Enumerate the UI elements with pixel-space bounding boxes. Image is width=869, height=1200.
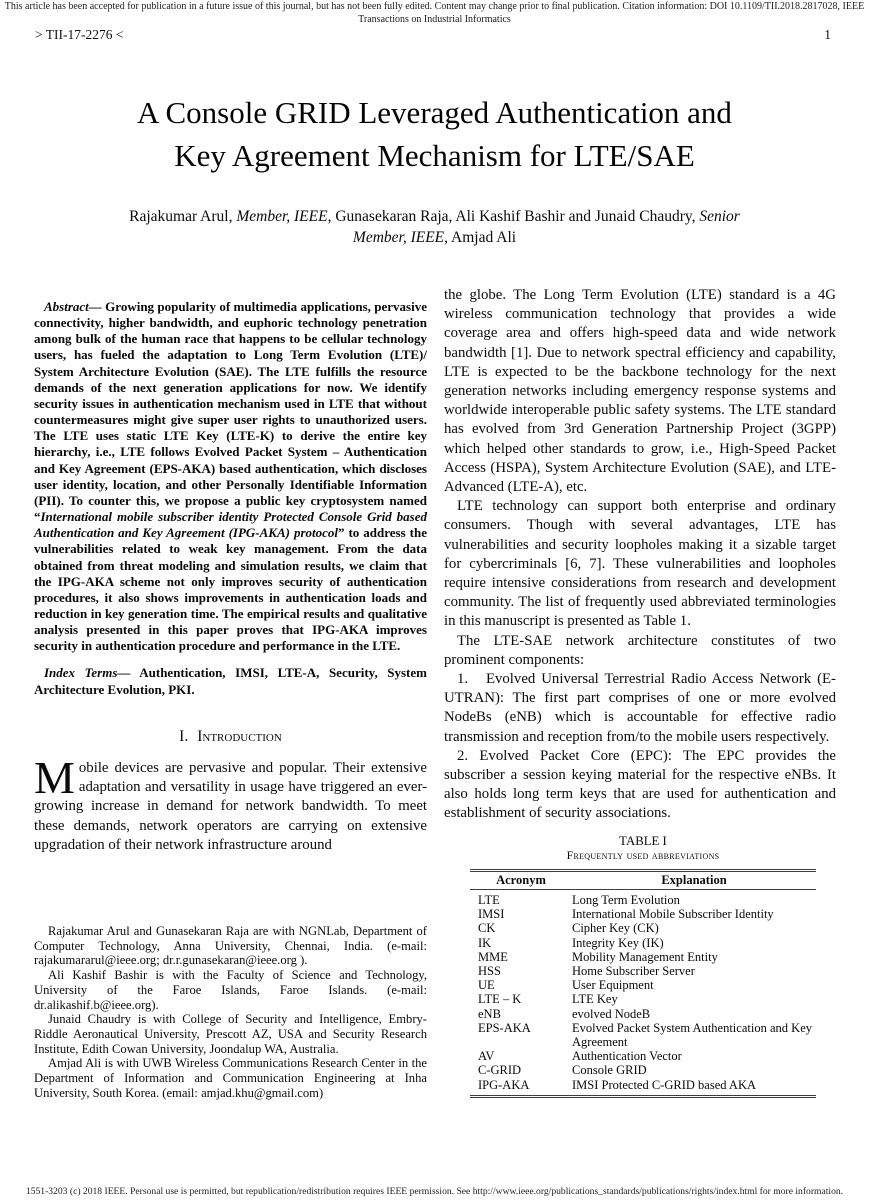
explanation-cell: User Equipment	[572, 978, 654, 993]
lte-technology-paragraph: LTE technology can support both enterprise and ordinary consumers. Though with several advantages, LTE has vulnerabilities and security loopholes making it a sizable target for cybercriminals [6, 7]. These vulnerabilities and loopholes require intensive considerations from research and development community. The list of frequently used abbreviated terminologies in this manuscript is presented as Table 1.	[444, 498, 836, 630]
footnote-bashir: Ali Kashif Bashir is with the Faculty of Science and Technology, University of the Faroe Islands, Faroe Islands. (e-mail: dr.alikashif.b@ieee.org).	[34, 968, 427, 1012]
author-role: Member, IEEE	[236, 208, 328, 225]
column-header-acronym: Acronym	[470, 870, 572, 889]
explanation-cell: Cipher Key (CK)	[572, 921, 659, 936]
explanation-cell: evolved NodeB	[572, 1006, 651, 1021]
notice-line-1: This article has been accepted for publication in a future issue of this journal, but has not been fully edited. Content may change prior to final publication. Citation information: DOI 10.1109/TII.2018.2817028, IEEE	[4, 1, 865, 12]
abstract	[34, 299, 427, 654]
author-line-2	[0, 227, 869, 248]
table-row	[470, 889, 816, 907]
abstract-text-2: ” to address the vulnerabilities related to weak key management. From the data obtained from threat modeling and simulation results, we claim that the IPG-AKA scheme not only improves security of authentication procedures, it also shows improvements in authentication loads and reduction in key generation time. The empirical results and qualitative analysis presented in this paper proves that IPG-AKA improves security in authentication procedure and performance in the LTE.	[34, 525, 427, 654]
table-1	[470, 834, 816, 1098]
author-names: , Gunasekaran Raja, Ali Kashif Bashir and Junaid Chaudry,	[327, 208, 700, 225]
paper-title-line-1: A Console GRID Leveraged Authentication and	[137, 95, 732, 130]
explanation-cell: IMSI Protected C-GRID based AKA	[572, 1077, 757, 1092]
list-item-eutran: 1. Evolved Universal Terrestrial Radio Access Network (E-UTRAN): The first part comprises of one or more evolved NodeBs (eNB) which is accountable for effective radio transmission and reception from/to the mobile users respectively.	[444, 671, 836, 745]
table-row	[470, 950, 816, 964]
table-1-subtitle: Frequently used abbreviations	[566, 847, 720, 862]
acronym-cell: UE	[478, 978, 495, 993]
acronym-cell: IPG-AKA	[478, 1077, 530, 1092]
table-row	[470, 1021, 816, 1049]
section-number: I.	[179, 728, 189, 746]
column-header-explanation: Explanation	[572, 870, 816, 889]
explanation-cell: Long Term Evolution	[572, 892, 680, 907]
author-line-1	[0, 206, 869, 227]
notice-line-2: Transactions on Industrial Informatics	[358, 13, 511, 25]
intro-continuation-paragraph: the globe. The Long Term Evolution (LTE) standard is a 4G wireless communication technology that provides a wide coverage area and offers high-speed data and wide network bandwidth [1]. Due to network spectral efficiency and capability, LTE is expected to be the backbone technology for the next generation networks including emergency response systems and worldwide interoperable public safety systems. The LTE standard has evolved from 3rd Generation Partnership Project (3GPP) which helped other standards to grow, i.e., High-Speed Packet Access (HSPA), System Architecture Evolution (SAE), and LTE-Advanced (LTE-A), etc.	[444, 287, 836, 496]
acronym-cell: LTE – K	[478, 992, 522, 1007]
acronym-cell: LTE	[478, 892, 500, 907]
footnote-chaudry: Junaid Chaudry is with College of Security and Intelligence, Embry-Riddle Aeronautical University, Prescott AZ, USA and Security Research Institute, Edith Cowan University, Joondalup WA, Australia.	[34, 1012, 427, 1056]
paper-title	[0, 91, 869, 177]
left-column	[34, 299, 427, 855]
acronym-cell: EPS-AKA	[478, 1020, 531, 1035]
footnote-arul-raja: Rajakumar Arul and Gunasekaran Raja are with NGNLab, Department of Computer Technology, Anna University, Chennai, India. (e-mail: rajakumararul@ieee.org; dr.r.gunasekaran@ieee.org ).	[34, 924, 427, 968]
acronym-cell: HSS	[478, 963, 501, 978]
copyright-footer: 1551-3203 (c) 2018 IEEE. Personal use is permitted, but republication/redistribution requires IEEE permission. See http://www.ieee.org/publications_standards/publications/rights/index.html for more information.	[25, 1186, 844, 1197]
intro-text: obile devices are pervasive and popular. Their extensive adaptation and versatility in usage have triggered an ever-growing increase in demand for network bandwidth. To meet these demands, network operators are carrying on extensive upgradation of their network infrastructure around	[34, 760, 427, 853]
table-row	[470, 907, 816, 921]
explanation-cell: Mobility Management Entity	[572, 949, 718, 964]
author-role: Senior	[699, 208, 740, 225]
acronym-cell: CK	[478, 921, 496, 936]
table-header-row	[470, 870, 816, 889]
table-1-caption: TABLE I	[619, 833, 667, 848]
footnote-ali: Amjad Ali is with UWB Wireless Communications Research Center in the Department of Information and Communication Engineering at Inha University, South Korea. (email: amjad.khu@gmail.com)	[34, 1056, 427, 1100]
acronym-cell: IMSI	[478, 907, 505, 922]
author-affiliations-footnote	[34, 924, 427, 1100]
acronym-cell: IK	[478, 935, 492, 950]
intro-paragraph	[34, 752, 427, 855]
table-row	[470, 1063, 816, 1077]
author-names: Amjad Ali	[448, 229, 517, 246]
lte-sae-components-paragraph: The LTE-SAE network architecture constitutes of two prominent components:	[444, 632, 836, 668]
acronym-cell: MME	[478, 949, 508, 964]
abstract-text-1: Growing popularity of multimedia applications, pervasive connectivity, higher bandwidth, and euphoric technology penetration among bulk of the human race that happens to be cellular technology users, has fueled the adaptation to Long Term Evolution (LTE)/ System Architecture Evolution (SAE). The LTE fulfills the resource demands of the next generation applications for now. We identify security issues in authentication mechanism used in LTE that without countermeasures might give super user rights to unauthorized users. The LTE uses static LTE Key (LTE-K) to derive the entire key hierarchy, i.e., LTE follows Evolved Packet System – Authentication and Key Agreement (EPS-AKA) based authentication, which discloses user identity, location, and other Personally Identifiable Information (PII). To counter this, we propose a public key cryptosystem named “	[34, 299, 427, 525]
acronym-cell: C-GRID	[478, 1063, 522, 1078]
table-row	[470, 992, 816, 1006]
journal-acceptance-notice	[0, 1, 869, 26]
author-names: Rajakumar Arul,	[129, 208, 237, 225]
explanation-cell: Home Subscriber Server	[572, 963, 695, 978]
table-row	[470, 936, 816, 950]
index-terms-text: — Authentication, IMSI, LTE-A, Security, System Architecture Evolution, PKI.	[34, 665, 427, 697]
author-role: Member, IEEE,	[352, 229, 449, 246]
explanation-cell: International Mobile Subscriber Identity	[572, 907, 774, 922]
page-number: 1	[824, 27, 831, 42]
index-terms	[34, 665, 427, 698]
explanation-cell: Integrity Key (IK)	[572, 935, 664, 950]
explanation-cell: LTE Key	[572, 992, 618, 1007]
author-line	[0, 206, 869, 248]
explanation-cell: Console GRID	[572, 1063, 647, 1078]
table-row	[470, 964, 816, 978]
list-item-epc: 2. Evolved Packet Core (EPC): The EPC provides the subscriber a session keying material for the respective eNBs. It also holds long term keys that are used for authentication and establishment of security associations.	[444, 747, 836, 822]
drop-cap: M	[34, 752, 75, 804]
running-head	[35, 27, 834, 45]
table-row	[470, 921, 816, 935]
acronym-cell: eNB	[478, 1006, 501, 1021]
acronym-cell: AV	[478, 1049, 495, 1064]
table-row	[470, 978, 816, 992]
right-column	[444, 286, 836, 1098]
section-heading-introduction	[34, 728, 427, 746]
explanation-cell: Evolved Packet System Authentication and Key Agreement	[572, 1020, 812, 1049]
manuscript-id: > TII-17-2276 <	[35, 27, 124, 42]
paper-title-line-2: Key Agreement Mechanism for LTE/SAE	[174, 138, 695, 173]
table-row	[470, 1078, 816, 1097]
table-row	[470, 1007, 816, 1021]
section-title: Introduction	[197, 728, 282, 746]
table-row	[470, 1049, 816, 1063]
abbreviations-table	[470, 869, 816, 1098]
abstract-protocol-quote: International mobile subscriber identity Protected Console Grid based Authentication and Key Agreement (IPG-AKA) protocol	[34, 509, 427, 541]
index-terms-label: Index Terms	[44, 665, 118, 681]
explanation-cell: Authentication Vector	[572, 1049, 682, 1064]
abstract-label: Abstract—	[44, 299, 102, 314]
